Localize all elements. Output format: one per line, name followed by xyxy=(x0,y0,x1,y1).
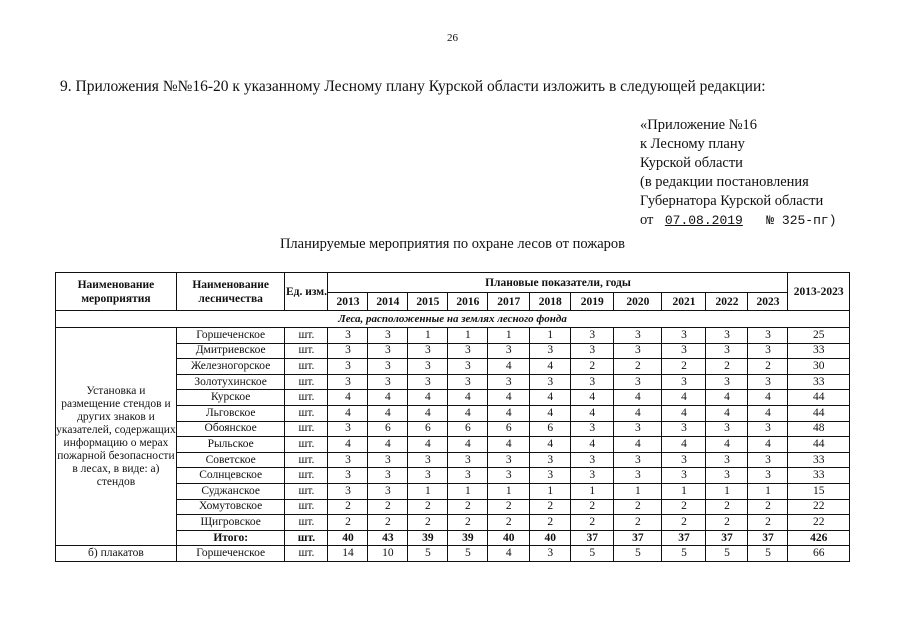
header-year: 2014 xyxy=(368,293,408,311)
value-cell: 2 xyxy=(706,359,748,375)
value-cell: 4 xyxy=(748,405,788,421)
value-cell: 2 xyxy=(408,499,448,515)
value-cell: 3 xyxy=(368,343,408,359)
value-cell: 3 xyxy=(614,328,662,344)
total-value: 37 xyxy=(662,530,706,546)
total-value: 37 xyxy=(748,530,788,546)
value-cell: 4 xyxy=(488,359,530,375)
value-cell: 2 xyxy=(748,499,788,515)
row-total: 33 xyxy=(788,452,850,468)
value-cell: 1 xyxy=(448,328,488,344)
total-value: 40 xyxy=(530,530,571,546)
value-cell: 3 xyxy=(408,452,448,468)
decree-number: 325-пг) xyxy=(781,213,837,228)
value-cell: 3 xyxy=(748,468,788,484)
value-cell: 3 xyxy=(408,374,448,390)
value-cell: 2 xyxy=(488,515,530,531)
value-cell: 1 xyxy=(448,483,488,499)
row-total: 33 xyxy=(788,343,850,359)
value-cell: 3 xyxy=(368,374,408,390)
value-cell: 2 xyxy=(614,359,662,375)
value-cell: 4 xyxy=(706,437,748,453)
value-cell: 4 xyxy=(662,405,706,421)
value-cell: 3 xyxy=(706,374,748,390)
measure-a-cell: Установка и размещение стендов и других знаков и указателей, содержащих информацию о мерах пожарной безопасности в лесах, в виде: а) стендов xyxy=(56,328,177,546)
value-cell: 3 xyxy=(662,343,706,359)
value-cell: 3 xyxy=(448,359,488,375)
value-cell: 1 xyxy=(530,483,571,499)
value-cell: 1 xyxy=(488,328,530,344)
section-title: Леса, расположенные на землях лесного фонда xyxy=(56,311,850,328)
value-cell: 6 xyxy=(530,421,571,437)
header-total-period: 2013-2023 xyxy=(788,273,850,311)
header-unit: Ед. изм. xyxy=(285,273,328,311)
header-forestry: Наименование лесничества xyxy=(176,273,285,311)
unit-cell: шт. xyxy=(285,359,328,375)
row-total: 66 xyxy=(788,546,850,562)
value-cell: 2 xyxy=(448,499,488,515)
value-cell: 3 xyxy=(368,359,408,375)
total-value: 37 xyxy=(706,530,748,546)
value-cell: 4 xyxy=(748,437,788,453)
value-cell: 3 xyxy=(571,468,614,484)
value-cell: 4 xyxy=(328,405,368,421)
row-total: 33 xyxy=(788,468,850,484)
value-cell: 2 xyxy=(571,515,614,531)
value-cell: 4 xyxy=(662,437,706,453)
appendix-line-5: Губернатора Курской области xyxy=(640,193,824,209)
value-cell: 2 xyxy=(706,515,748,531)
value-cell: 3 xyxy=(662,421,706,437)
value-cell: 6 xyxy=(368,421,408,437)
fire-protection-plan-table xyxy=(55,272,850,562)
value-cell: 2 xyxy=(662,499,706,515)
value-cell: 4 xyxy=(488,546,530,562)
value-cell: 5 xyxy=(614,546,662,562)
row-total: 30 xyxy=(788,359,850,375)
value-cell: 3 xyxy=(408,343,448,359)
value-cell: 3 xyxy=(328,328,368,344)
intro-paragraph: 9. Приложения №№16-20 к указанному Лесному плану Курской области изложить в следующей редакции: xyxy=(60,78,766,95)
row-total: 25 xyxy=(788,328,850,344)
appendix-line-2: к Лесному плану xyxy=(640,136,745,152)
value-cell: 6 xyxy=(448,421,488,437)
header-year: 2015 xyxy=(408,293,448,311)
value-cell: 3 xyxy=(748,343,788,359)
appendix-line-1: «Приложение №16 xyxy=(640,117,758,133)
value-cell: 3 xyxy=(328,374,368,390)
value-cell: 3 xyxy=(488,452,530,468)
forestry-name: Курское xyxy=(176,390,285,406)
header-year: 2013 xyxy=(328,293,368,311)
value-cell: 14 xyxy=(328,546,368,562)
forestry-name: Золотухинское xyxy=(176,374,285,390)
table-row xyxy=(56,328,850,344)
value-cell: 1 xyxy=(408,483,448,499)
value-cell: 3 xyxy=(328,468,368,484)
forestry-name: Горшеченское xyxy=(176,328,285,344)
value-cell: 4 xyxy=(530,405,571,421)
value-cell: 2 xyxy=(571,359,614,375)
value-cell: 4 xyxy=(448,405,488,421)
row-total: 44 xyxy=(788,405,850,421)
value-cell: 2 xyxy=(488,499,530,515)
unit-cell: шт. xyxy=(285,468,328,484)
value-cell: 2 xyxy=(614,515,662,531)
value-cell: 2 xyxy=(448,515,488,531)
value-cell: 4 xyxy=(408,437,448,453)
value-cell: 4 xyxy=(530,437,571,453)
row-total: 44 xyxy=(788,437,850,453)
header-plan: Плановые показатели, годы xyxy=(328,273,788,293)
number-label: № xyxy=(766,213,775,228)
value-cell: 3 xyxy=(571,452,614,468)
value-cell: 6 xyxy=(408,421,448,437)
unit-cell: шт. xyxy=(285,328,328,344)
row-total: 33 xyxy=(788,374,850,390)
value-cell: 3 xyxy=(571,374,614,390)
value-cell: 3 xyxy=(614,421,662,437)
unit-cell: шт. xyxy=(285,390,328,406)
forestry-name: Хомутовское xyxy=(176,499,285,515)
value-cell: 6 xyxy=(488,421,530,437)
value-cell: 4 xyxy=(328,390,368,406)
header-year: 2016 xyxy=(448,293,488,311)
value-cell: 5 xyxy=(448,546,488,562)
value-cell: 3 xyxy=(488,468,530,484)
row-total: 22 xyxy=(788,515,850,531)
value-cell: 4 xyxy=(571,390,614,406)
value-cell: 4 xyxy=(488,390,530,406)
value-cell: 3 xyxy=(368,483,408,499)
value-cell: 3 xyxy=(530,343,571,359)
value-cell: 3 xyxy=(448,343,488,359)
value-cell: 1 xyxy=(614,483,662,499)
value-cell: 3 xyxy=(368,328,408,344)
value-cell: 3 xyxy=(328,343,368,359)
value-cell: 1 xyxy=(706,483,748,499)
value-cell: 2 xyxy=(530,499,571,515)
total-value: 37 xyxy=(614,530,662,546)
value-cell: 4 xyxy=(448,437,488,453)
value-cell: 3 xyxy=(448,468,488,484)
value-cell: 4 xyxy=(530,359,571,375)
unit-cell: шт. xyxy=(285,405,328,421)
value-cell: 4 xyxy=(408,390,448,406)
appendix-line-3: Курской области xyxy=(640,155,743,171)
page-number: 26 xyxy=(447,32,458,44)
value-cell: 2 xyxy=(662,359,706,375)
value-cell: 3 xyxy=(748,421,788,437)
value-cell: 2 xyxy=(614,499,662,515)
unit-cell: шт. xyxy=(285,437,328,453)
appendix-line-4: (в редакции постановления xyxy=(640,174,809,190)
unit-cell: шт. xyxy=(285,343,328,359)
grand-total: 426 xyxy=(788,530,850,546)
value-cell: 3 xyxy=(706,421,748,437)
value-cell: 3 xyxy=(614,468,662,484)
value-cell: 4 xyxy=(706,405,748,421)
forestry-name: Обоянское xyxy=(176,421,285,437)
value-cell: 1 xyxy=(488,483,530,499)
value-cell: 4 xyxy=(571,437,614,453)
value-cell: 4 xyxy=(488,437,530,453)
value-cell: 3 xyxy=(662,374,706,390)
header-year: 2018 xyxy=(530,293,571,311)
value-cell: 2 xyxy=(748,359,788,375)
unit-cell: шт. xyxy=(285,483,328,499)
forestry-name: Щигровское xyxy=(176,515,285,531)
value-cell: 3 xyxy=(530,452,571,468)
value-cell: 3 xyxy=(748,452,788,468)
value-cell: 2 xyxy=(748,515,788,531)
row-total: 44 xyxy=(788,390,850,406)
value-cell: 3 xyxy=(530,374,571,390)
value-cell: 4 xyxy=(706,390,748,406)
value-cell: 4 xyxy=(614,390,662,406)
value-cell: 3 xyxy=(706,468,748,484)
unit-cell: шт. xyxy=(285,530,328,546)
value-cell: 1 xyxy=(408,328,448,344)
plan-title: Планируемые мероприятия по охране лесов от пожаров xyxy=(279,236,626,252)
total-value: 40 xyxy=(488,530,530,546)
value-cell: 3 xyxy=(328,452,368,468)
header-year: 2017 xyxy=(488,293,530,311)
value-cell: 4 xyxy=(614,437,662,453)
value-cell: 2 xyxy=(328,515,368,531)
forestry-name: Горшеченское xyxy=(176,546,285,562)
value-cell: 3 xyxy=(408,359,448,375)
forestry-name: Солнцевское xyxy=(176,468,285,484)
value-cell: 10 xyxy=(368,546,408,562)
value-cell: 1 xyxy=(748,483,788,499)
header-year: 2021 xyxy=(662,293,706,311)
unit-cell: шт. xyxy=(285,546,328,562)
value-cell: 2 xyxy=(328,499,368,515)
header-measure: Наименование мероприятия xyxy=(56,273,177,311)
value-cell: 3 xyxy=(662,452,706,468)
value-cell: 3 xyxy=(614,374,662,390)
value-cell: 3 xyxy=(328,483,368,499)
unit-cell: шт. xyxy=(285,452,328,468)
measure-b-cell: б) плакатов xyxy=(56,546,177,562)
value-cell: 4 xyxy=(488,405,530,421)
table-row xyxy=(56,546,850,562)
value-cell: 4 xyxy=(368,437,408,453)
value-cell: 3 xyxy=(706,452,748,468)
appendix-signature-line xyxy=(640,211,837,230)
value-cell: 3 xyxy=(448,374,488,390)
value-cell: 2 xyxy=(571,499,614,515)
forestry-name: Железногорское xyxy=(176,359,285,375)
value-cell: 1 xyxy=(571,483,614,499)
value-cell: 3 xyxy=(571,421,614,437)
forestry-name: Дмитриевское xyxy=(176,343,285,359)
forestry-name: Льговское xyxy=(176,405,285,421)
header-year: 2022 xyxy=(706,293,748,311)
value-cell: 2 xyxy=(368,515,408,531)
value-cell: 3 xyxy=(408,468,448,484)
value-cell: 4 xyxy=(408,405,448,421)
from-label: от xyxy=(640,212,654,228)
value-cell: 3 xyxy=(706,328,748,344)
value-cell: 3 xyxy=(748,328,788,344)
value-cell: 4 xyxy=(448,390,488,406)
header-year: 2023 xyxy=(748,293,788,311)
forestry-name: Рыльское xyxy=(176,437,285,453)
value-cell: 2 xyxy=(368,499,408,515)
value-cell: 4 xyxy=(614,405,662,421)
header-year: 2020 xyxy=(614,293,662,311)
value-cell: 3 xyxy=(328,421,368,437)
value-cell: 2 xyxy=(530,515,571,531)
value-cell: 4 xyxy=(662,390,706,406)
value-cell: 3 xyxy=(530,468,571,484)
unit-cell: шт. xyxy=(285,374,328,390)
value-cell: 5 xyxy=(748,546,788,562)
unit-cell: шт. xyxy=(285,421,328,437)
header-year: 2019 xyxy=(571,293,614,311)
value-cell: 3 xyxy=(571,328,614,344)
value-cell: 3 xyxy=(488,374,530,390)
value-cell: 4 xyxy=(328,437,368,453)
appendix-header xyxy=(640,116,837,230)
value-cell: 1 xyxy=(662,483,706,499)
value-cell: 3 xyxy=(614,452,662,468)
value-cell: 4 xyxy=(368,405,408,421)
total-label: Итого: xyxy=(176,530,285,546)
value-cell: 2 xyxy=(408,515,448,531)
value-cell: 3 xyxy=(530,546,571,562)
value-cell: 3 xyxy=(448,452,488,468)
total-value: 39 xyxy=(448,530,488,546)
total-value: 39 xyxy=(408,530,448,546)
value-cell: 4 xyxy=(530,390,571,406)
decree-date: 07.08.2019 xyxy=(664,213,743,228)
value-cell: 3 xyxy=(368,452,408,468)
value-cell: 5 xyxy=(408,546,448,562)
unit-cell: шт. xyxy=(285,515,328,531)
value-cell: 3 xyxy=(614,343,662,359)
value-cell: 3 xyxy=(662,468,706,484)
row-total: 48 xyxy=(788,421,850,437)
value-cell: 3 xyxy=(748,374,788,390)
value-cell: 4 xyxy=(748,390,788,406)
row-total: 15 xyxy=(788,483,850,499)
value-cell: 2 xyxy=(706,499,748,515)
value-cell: 5 xyxy=(571,546,614,562)
total-value: 43 xyxy=(368,530,408,546)
total-value: 37 xyxy=(571,530,614,546)
value-cell: 2 xyxy=(662,515,706,531)
value-cell: 4 xyxy=(571,405,614,421)
value-cell: 3 xyxy=(368,468,408,484)
value-cell: 3 xyxy=(488,343,530,359)
value-cell: 3 xyxy=(571,343,614,359)
value-cell: 1 xyxy=(530,328,571,344)
value-cell: 5 xyxy=(662,546,706,562)
value-cell: 3 xyxy=(662,328,706,344)
total-value: 40 xyxy=(328,530,368,546)
unit-cell: шт. xyxy=(285,499,328,515)
value-cell: 4 xyxy=(368,390,408,406)
forestry-name: Советское xyxy=(176,452,285,468)
row-total: 22 xyxy=(788,499,850,515)
value-cell: 3 xyxy=(706,343,748,359)
value-cell: 3 xyxy=(328,359,368,375)
value-cell: 5 xyxy=(706,546,748,562)
forestry-name: Суджанское xyxy=(176,483,285,499)
